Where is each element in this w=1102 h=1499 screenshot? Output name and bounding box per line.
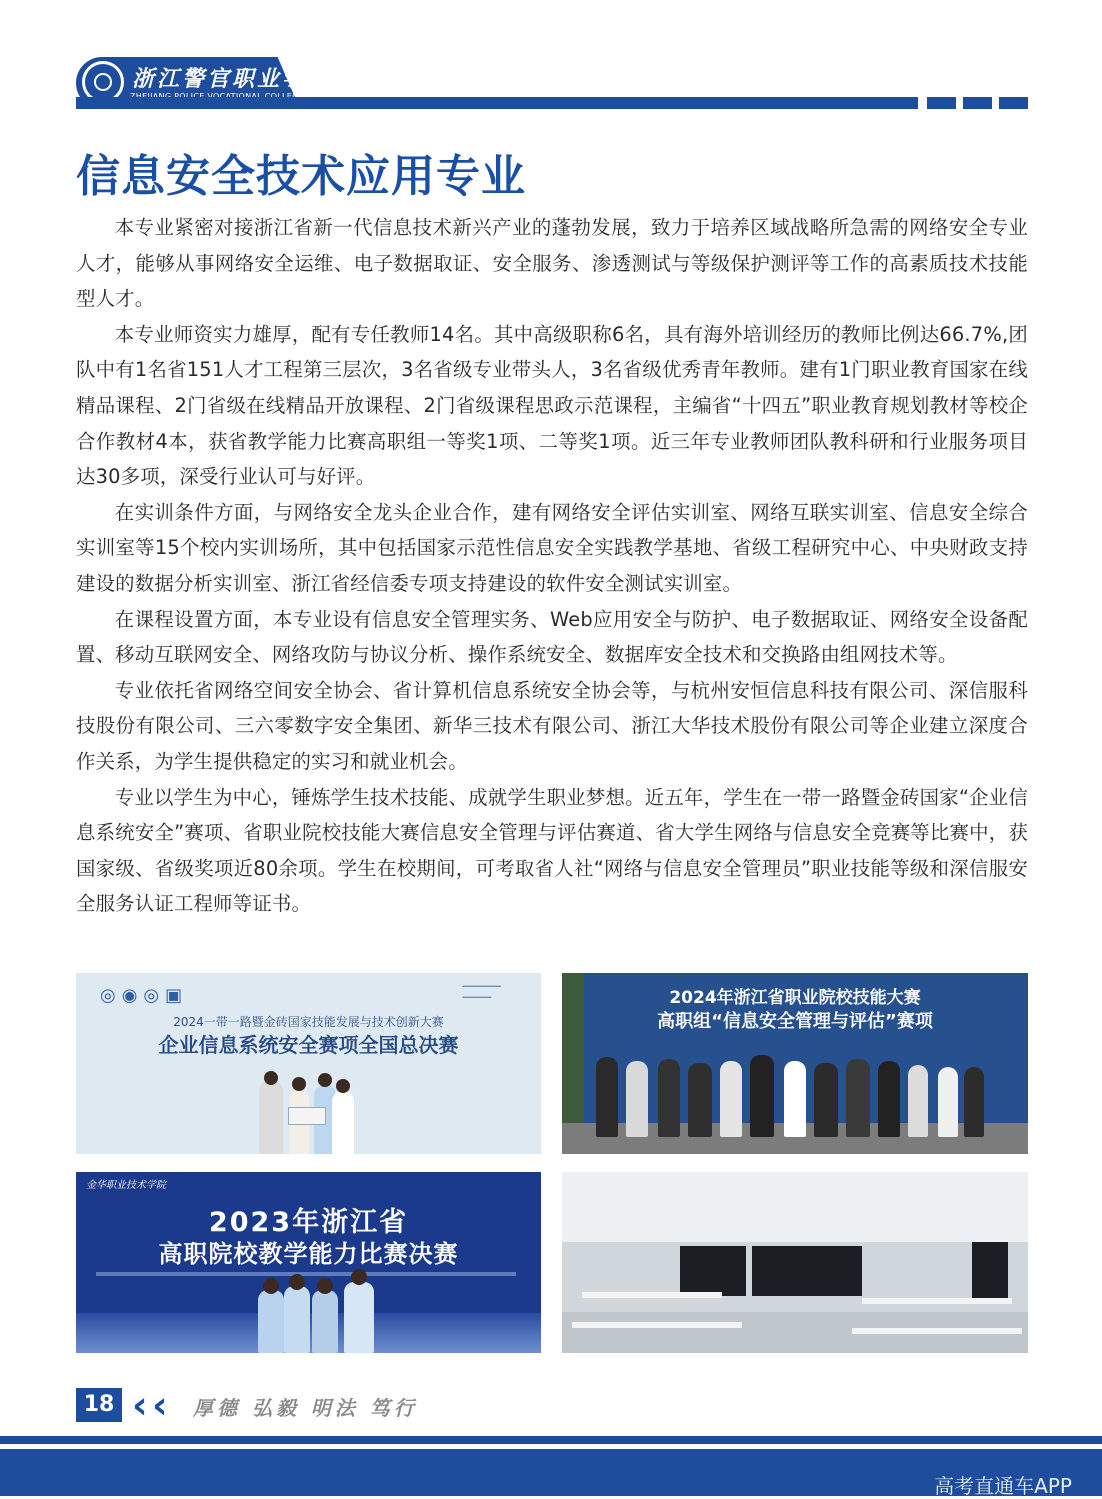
paragraph-achievements: 专业以学生为中心，锤炼学生技术技能、成就学生职业梦想。近五年，学生在一带一路暨金砖国家“企业信息系统安全”赛项、省职业院校技能大赛信息安全管理与评估赛道、省大学生网络与信息安全竞赛等比赛中，获国家级、省级奖项近80余项。学生在校期间，可考取省人社“网络与信息安全管理员”职业技能等级和深信服安全服务认证工程师等证书。 xyxy=(76,785,1028,916)
photo2-person xyxy=(596,1057,618,1137)
college-name-cn: 浙江警官职业学院 xyxy=(132,66,333,92)
award-certificate-icon xyxy=(288,1107,326,1125)
photo3-person xyxy=(344,1282,374,1353)
photo1-person xyxy=(332,1091,354,1154)
paragraph-intro: 本专业紧密对接浙江省新一代信息技术新兴产业的蓬勃发展，致力于培养区域战略所急需的网络安全专业人才，能够从事网络安全运维、电子数据取证、安全服务、渗透测试与等级保护测评等工作的高素质技术技能型人才。 xyxy=(76,216,1028,311)
header-rule xyxy=(76,97,918,109)
photo4-desk xyxy=(862,1298,1012,1304)
header-square-1 xyxy=(927,97,956,109)
photo1-banner-line2: 企业信息系统安全赛项全国总决赛 xyxy=(158,1033,459,1057)
photo-provincial-skills-competition xyxy=(562,973,1028,1154)
photo4-desk xyxy=(572,1322,742,1328)
photo-training-room xyxy=(562,1172,1028,1353)
photo1-person xyxy=(259,1081,283,1154)
photo4-desk xyxy=(582,1292,722,1298)
photo2-person xyxy=(814,1063,838,1137)
paragraph-facilities: 在实训条件方面，与网络安全龙头企业合作，建有网络安全评估实训室、网络互联实训室、信息安全综合实训室等15个校内实训场所，其中包括国家示范性信息安全实践教学基地、省级工程研究中心、中央财政支持建设的数据分析实训室、浙江省经信委专项支持建设的软件安全测试实训室。 xyxy=(76,500,1028,595)
banner-slogan-graphic: ━━━━━━━━ ━━━━━━ xyxy=(462,982,501,1002)
photo2-person xyxy=(908,1065,928,1137)
article-body xyxy=(76,210,1028,922)
photo2-person xyxy=(964,1067,984,1137)
photo4-screen xyxy=(752,1246,862,1296)
photo3-banner-line1: 2023年浙江省 xyxy=(208,1207,409,1238)
photo3-person xyxy=(284,1286,310,1353)
photo2-person xyxy=(658,1059,680,1137)
photo2-person xyxy=(750,1055,774,1137)
chevron-left-icon: ‹ xyxy=(132,1383,148,1427)
photo4-screen xyxy=(680,1246,746,1296)
photo2-person xyxy=(688,1063,712,1137)
photo2-person xyxy=(878,1061,900,1137)
photo2-banner-line1: 2024年浙江省职业院校技能大赛 xyxy=(669,988,921,1008)
photo3-organizer-line xyxy=(96,1272,516,1276)
photo2-banner-line2: 高职组“信息安全管理与评估”赛项 xyxy=(657,1011,933,1032)
paragraph-faculty: 本专业师资实力雄厚，配有专任教师14名。其中高级职称6名，具有海外培训经历的教师比例达66.7%,团队中有1名省151人才工程第三层次，3名省级专业带头人，3名省级优秀青年教师。建有1门职业教育国家在线精品课程、2门省级在线精品开放课程、2门省级课程思政示范课程，主编省“十四五”职业教育规划教材等校企合作教材4本，获省教学能力比赛高职组一等奖1项、二等奖1项。近三年专业教师团队教科研和行业服务项目达30多项，深受行业认可与好评。 xyxy=(76,322,1028,489)
photo2-person xyxy=(846,1059,870,1137)
photo4-ceiling xyxy=(562,1172,1028,1242)
page-number: 18 xyxy=(76,1388,122,1422)
header-square-2 xyxy=(963,97,992,109)
photo2-person xyxy=(626,1061,648,1137)
app-watermark: 高考直通车APP xyxy=(934,1474,1072,1498)
photo-teaching-ability-competition xyxy=(76,1172,541,1353)
photo-national-finals xyxy=(76,973,541,1154)
photo3-person xyxy=(312,1290,338,1353)
photo3-school-logo: 金华职业技术学院 xyxy=(86,1180,166,1191)
photo2-person xyxy=(784,1061,806,1137)
photo1-banner-line1: 2024一带一路暨金砖国家技能发展与技术创新大赛 xyxy=(173,1015,444,1029)
photo4-desk xyxy=(852,1328,1022,1334)
photo4-screen xyxy=(972,1242,1008,1302)
page-header xyxy=(0,0,1102,120)
photo3-person xyxy=(258,1290,284,1353)
photo3-banner-line2: 高职院校教学能力比赛决赛 xyxy=(158,1240,459,1268)
page-title: 信息安全技术应用专业 xyxy=(76,151,526,202)
paragraph-courses: 在课程设置方面，本专业设有信息安全管理实务、Web应用安全与防护、电子数据取证、网络安全设备配置、移动互联网安全、网络攻防与协议分析、操作系统安全、数据库安全技术和交换路由组网技术等。 xyxy=(76,607,1028,667)
photo2-person xyxy=(720,1061,742,1137)
paragraph-partners: 专业依托省网络空间安全协会、省计算机信息系统安全协会等，与杭州安恒信息科技有限公司、深信服科技股份有限公司、三六零数字安全集团、新华三技术有限公司、浙江大华技术股份有限公司等企业建立深度合作关系，为学生提供稳定的实习和就业机会。 xyxy=(76,678,1028,773)
chevron-left-icon: ‹ xyxy=(152,1383,168,1427)
sponsor-logos-icon: ◎◉◎▣ xyxy=(100,985,189,1006)
photo2-person xyxy=(938,1067,958,1137)
footer-rule xyxy=(0,1436,1102,1444)
header-square-3 xyxy=(999,97,1028,109)
college-motto: 厚德 弘毅 明法 笃行 xyxy=(193,1396,418,1420)
